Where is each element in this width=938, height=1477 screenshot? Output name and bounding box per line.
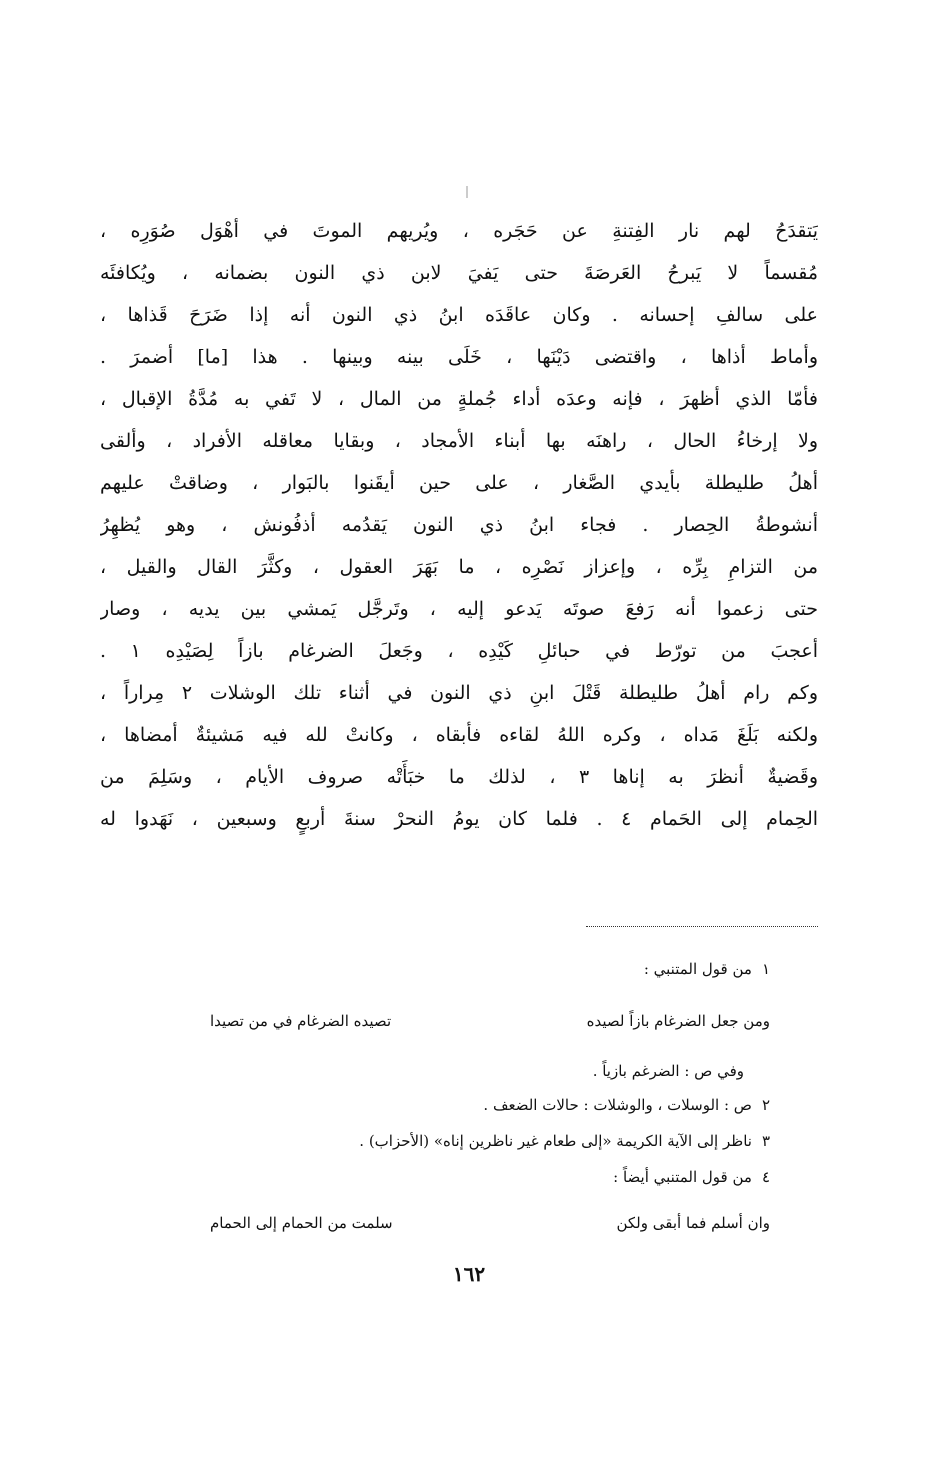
text-line: يَتقدَحُ لهم نار الفِتنةِ عن حَجَره ، ويُريهم الموتَ في أهْوَل صُوَرِه ، xyxy=(100,220,818,242)
text-line: وكم رام أهلُ طليطلة قَتْلَ ابنِ ذي النون في أثناء تلك الوشلات ٢ مِراراً ، xyxy=(100,682,818,704)
footnote-3 xyxy=(359,1132,770,1150)
verse-second-hemistich: تصيده الضرغام في من تصيدا xyxy=(210,1012,392,1030)
footnote-number: ٤ xyxy=(761,1168,770,1186)
verse-first-hemistich: ومن جعل الضرغام بازاً لصيده xyxy=(586,1012,770,1030)
verse-second-hemistich: سلمت من الحمام إلى الحمام xyxy=(210,1214,393,1232)
footnote-2 xyxy=(483,1096,770,1114)
scan-speck xyxy=(466,186,468,198)
text-line: مُقسماً لا يَبرحُ العَرصَةَ حتى يَفيَ لابن ذي النون بضمانه ، ويُكافئَه xyxy=(100,262,818,284)
text-line: أنشوطةُ الحِصار . فجاء ابنُ ذي النون يَقدُمه أذفُونش ، وهو يُظهِرُ xyxy=(100,514,818,536)
text-line: أهلُ طليطلة بأيدي الصَّغار ، على حين أيقَنوا بالبَوار ، وضاقتْ عليهم xyxy=(100,472,818,494)
footnote-text: ص : الوسلات ، والوشلات : حالات الضعف . xyxy=(483,1096,752,1114)
footnote-number: ٢ xyxy=(761,1096,770,1114)
footnote-text: وفي ص : الضرغم بازياً . xyxy=(592,1062,744,1080)
text-line: من التزامِ بِرِّه ، وإعزاز نَصْرِه ، ما بَهَرَ العقول ، وكثَّرَ القال والقيل ، xyxy=(100,556,818,578)
text-line: ولكنه بَلَغَ مَداه ، وكره اللهُ لقاءه فأبقاه ، وكانتْ لله فيه مَشيئةٌ أمضاها ، xyxy=(100,724,818,746)
footnote-4-verse xyxy=(210,1214,770,1232)
footnote-separator xyxy=(586,926,818,927)
verse-first-hemistich: وان أسلم فما أبقى ولكن xyxy=(616,1214,770,1232)
footnote-4 xyxy=(613,1168,770,1186)
text-line: حتى زعموا أنه رَفعَ صوتَه يَدعو إليه ، وتَرجَّل يَمشي بين يديه ، وصار xyxy=(100,598,818,620)
page-number: ١٦٢ xyxy=(452,1262,486,1286)
footnote-text: ناظر إلى الآية الكريمة «إلى طعام غير ناظرين إناه» (الأحزاب) . xyxy=(359,1132,752,1150)
text-line: أعجبَ من تورّط في حبائلِ كَيْدِه ، وجَعلَ الضرغام بازاً لِصَيْدِه ١ . xyxy=(100,640,818,662)
text-line: وقَضيةٌ أنظرَ به إناها ٣ ، لذلك ما خبَأَتْه صروف الأيام ، وسَلِمَ من xyxy=(100,766,818,788)
footnote-text: من قول المتنبي أيضاً : xyxy=(613,1168,752,1186)
text-line: الحِمام إلى الحَمام ٤ . فلما كان يومُ النحرْ سنةَ أربعٍ وسبعين ، نَهَدوا له xyxy=(100,808,818,830)
footnote-number: ٣ xyxy=(761,1132,770,1150)
footnote-1-verse xyxy=(210,1012,770,1030)
text-line: وأماط أذاها ، واقتضى دَيْنَها ، خَلَى بينه وبينها . هذا [ما] أضمرَ . xyxy=(100,346,818,368)
footnote-text: من قول المتنبي : xyxy=(643,960,752,978)
footnote-1-variant xyxy=(593,1062,744,1080)
footnote-number: ١ xyxy=(761,960,770,978)
footnote-1 xyxy=(644,960,770,978)
text-line: فأمّا الذي أظهرَ ، فإنه وعدَه أداء جُملةٍ من المال ، لا تَفي به مُدَّةُ الإقبال ، xyxy=(100,388,818,410)
text-line: على سالفِ إحسانه . وكان عاقَدَه ابنُ ذي النون أنه إذا ضَرَحَ قَذاها ، xyxy=(100,304,818,326)
text-line: ولا إرخاءُ الحال ، راهنَه بها أبناء الأمجاد ، وبقايا معاقله الأفراد ، وألقى xyxy=(100,430,818,452)
main-text-block xyxy=(100,210,818,840)
